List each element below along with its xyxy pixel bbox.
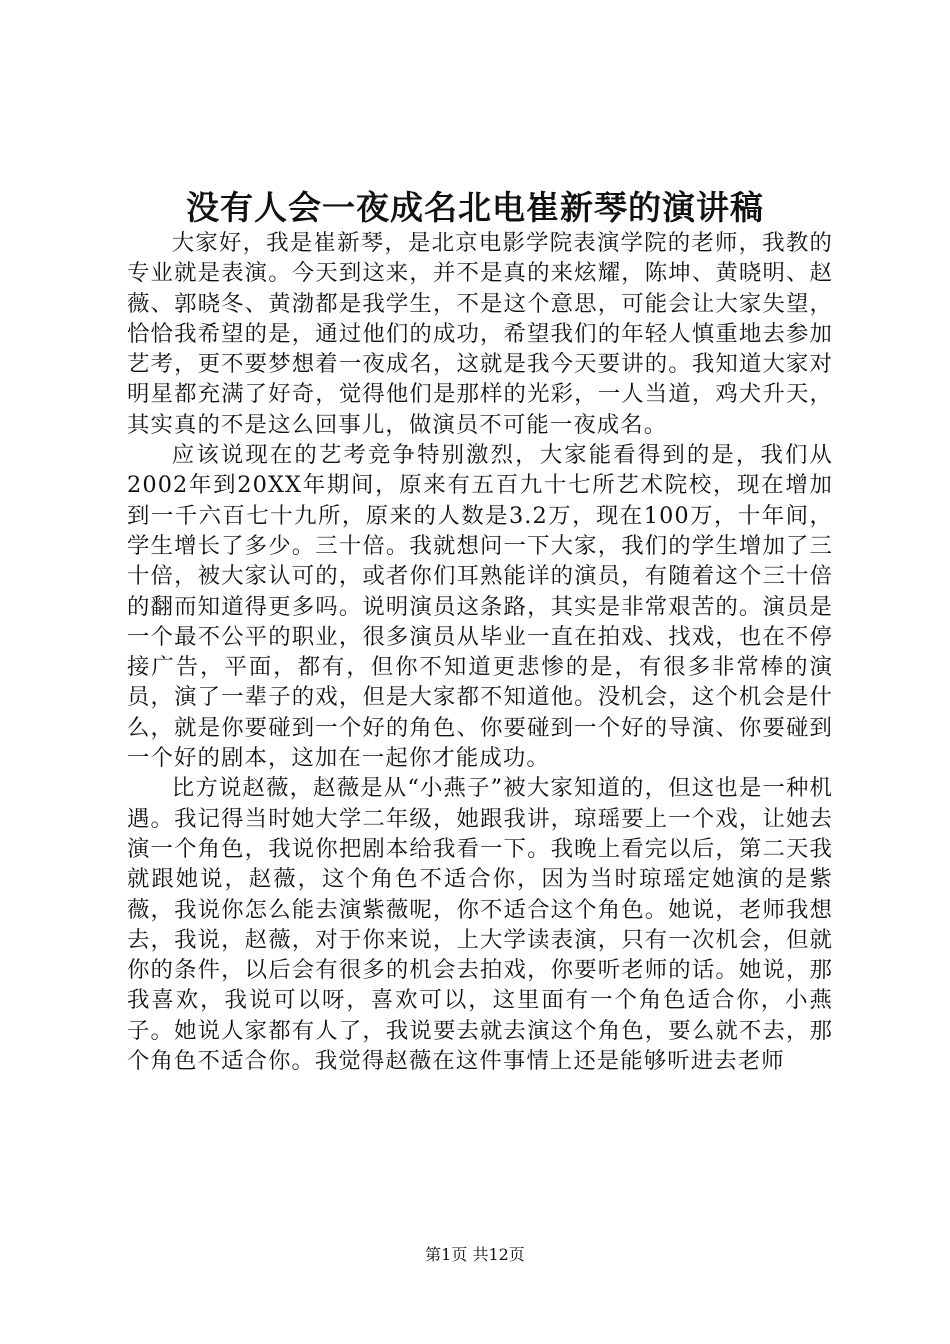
document-title: 没有人会一夜成名北电崔新琴的演讲稿 [186,188,764,227]
paragraph-1: 大家好，我是崔新琴，是北京电影学院表演学院的老师，我教的专业就是表演。今天到这来，并不是真的来炫耀，陈坤、黄晓明、赵薇、郭晓冬、黄渤都是我学生，不是这个意思，可能会让大家失望，恰恰我希望的是，通过他们的成功，希望我们的年轻人慎重地去参加艺考，更不要梦想着一夜成名，这就是我今天要讲的。我知道大家对明星都充满了好奇，觉得他们是那样的光彩，一人当道，鸡犬升天，其实真的不是这么回事儿，做演员不可能一夜成名。 [127,230,833,438]
paragraph-2: 应该说现在的艺考竞争特别激烈，大家能看得到的是，我们从2002年到20XX年期间，原来有五百九十七所艺术院校，现在增加到一千六百七十九所，原来的人数是3.2万，现在100万，十年间，学生增长了多少。三十倍。我就想问一下大家，我们的学生增加了三十倍，被大家认可的，或者你们耳熟能详的演员，有随着这个三十倍的翻而知道得更多吗。说明演员这条路，其实是非常艰苦的。演员是一个最不公平的职业，很多演员从毕业一直在拍戏、找戏，也在不停接广告，平面，都有，但你不知道更悲惨的是，有很多非常棒的演员，演了一辈子的戏，但是大家都不知道他。没机会，这个机会是什么，就是你要碰到一个好的角色、你要碰到一个好的导演、你要碰到一个好的剧本，这加在一起你才能成功。 [127,442,833,772]
paragraph-3: 比方说赵薇，赵薇是从“小燕子”被大家知道的，但这也是一种机遇。我记得当时她大学二年级，她跟我讲，琼瑶要上一个戏，让她去演一个角色，我说你把剧本给我看一下。我晚上看完以后，第二天我就跟她说，赵薇，这个角色不适合你，因为当时琼瑶定她演的是紫薇，我说你怎么能去演紫薇呢，你不适合这个角色。她说，老师我想去，我说，赵薇，对于你来说，上大学读表演，只有一次机会，但就你的条件，以后会有很多的机会去拍戏，你要听老师的话。她说，那我喜欢，我说可以呀，喜欢可以，这里面有一个角色适合你，小燕子。她说人家都有人了，我说要去就去演这个角色，要么就不去，那个角色不适合你。我觉得赵薇在这件事情上还是能够听进去老师 [127,775,833,1075]
page-number-footer: 第1页 共12页 [425,1245,525,1264]
document-body [127,228,833,1076]
